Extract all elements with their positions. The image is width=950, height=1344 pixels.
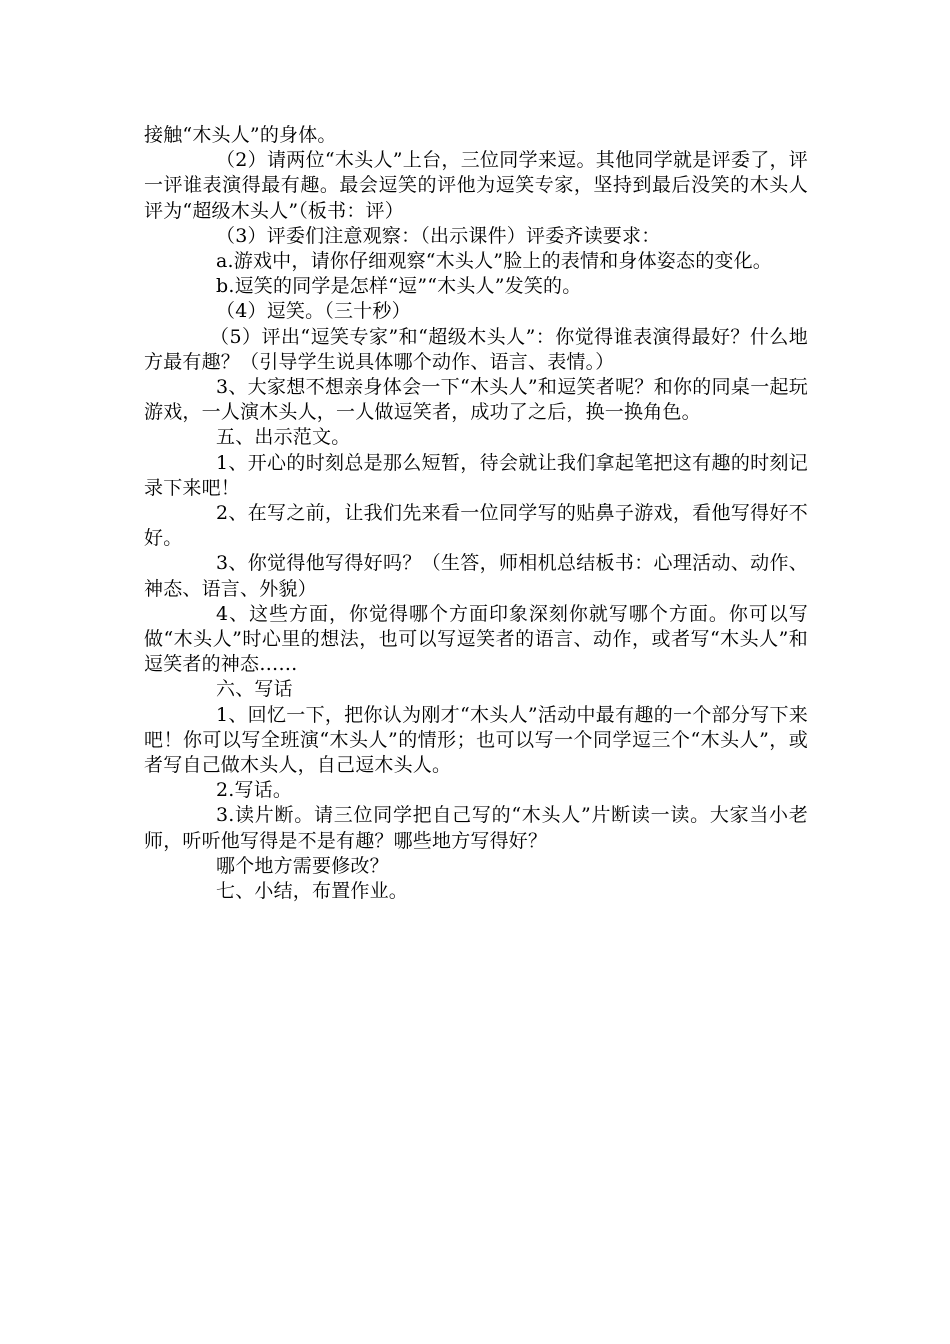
- paragraph-17: 3.读片断。请三位同学把自己写的“木头人”片断读一读。大家当小老师，听听他写得是不是有趣？哪些地方写得好？: [144, 804, 808, 852]
- section-heading-6: 六、写话: [216, 678, 293, 701]
- paragraph-8: 3、大家想不想亲身体会一下“木头人”和逗笑者呢？和你的同桌一起玩游戏，一人演木头人，一人做逗笑者，成功了之后，换一换角色。: [144, 376, 808, 424]
- paragraph-15: 1、回忆一下，把你认为刚才“木头人”活动中最有趣的一个部分写下来吧！你可以写全班演“木头人”的情形；也可以写一个同学逗三个“木头人”，或者写自己做木头人，自己逗木头人。: [144, 703, 808, 777]
- paragraph-12: 3、你觉得他写得好吗？（生答，师相机总结板书：心理活动、动作、神态、语言、外貌）: [144, 552, 808, 600]
- paragraph-18: 哪个地方需要修改？: [216, 854, 389, 877]
- paragraph-4: a.游戏中，请你仔细观察“木头人”脸上的表情和身体姿态的变化。: [216, 250, 772, 273]
- paragraph-10: 1、开心的时刻总是那么短暂，待会就让我们拿起笔把这有趣的时刻记录下来吧！: [144, 451, 808, 499]
- paragraph-6: （4）逗笑。（三十秒）: [216, 300, 411, 323]
- section-heading-7: 七、小结，布置作业。: [216, 880, 409, 903]
- paragraph-16: 2.写话。: [216, 779, 293, 802]
- paragraph-2: （2）请两位“木头人”上台，三位同学来逗。其他同学就是评委了，评一评谁表演得最有趣。最会逗笑的评他为逗笑专家，坚持到最后没笑的木头人评为“超级木头人”（板书：评）: [144, 149, 808, 222]
- paragraph-5: b.逗笑的同学是怎样“逗”“木头人”发笑的。: [216, 275, 582, 298]
- paragraph-3: （3）评委们注意观察：（出示课件）评委齐读要求：: [216, 224, 661, 247]
- paragraph-13: 4、这些方面，你觉得哪个方面印象深刻你就写哪个方面。你可以写做“木头人”时心里的想法，也可以写逗笑者的语言、动作，或者写“木头人”和逗笑者的神态……: [144, 602, 808, 676]
- paragraph-1: 接触“木头人”的身体。: [144, 124, 337, 146]
- section-heading-5: 五、出示范文。: [216, 426, 351, 449]
- paragraph-7: （5）评出“逗笑专家”和“超级木头人”：你觉得谁表演得最好？什么地方最有趣？（引导学生说具体哪个动作、语言、表情。）: [144, 325, 808, 373]
- document-page: [144, 123, 808, 904]
- paragraph-11: 2、在写之前，让我们先来看一位同学写的贴鼻子游戏，看他写得好不好。: [144, 502, 808, 550]
